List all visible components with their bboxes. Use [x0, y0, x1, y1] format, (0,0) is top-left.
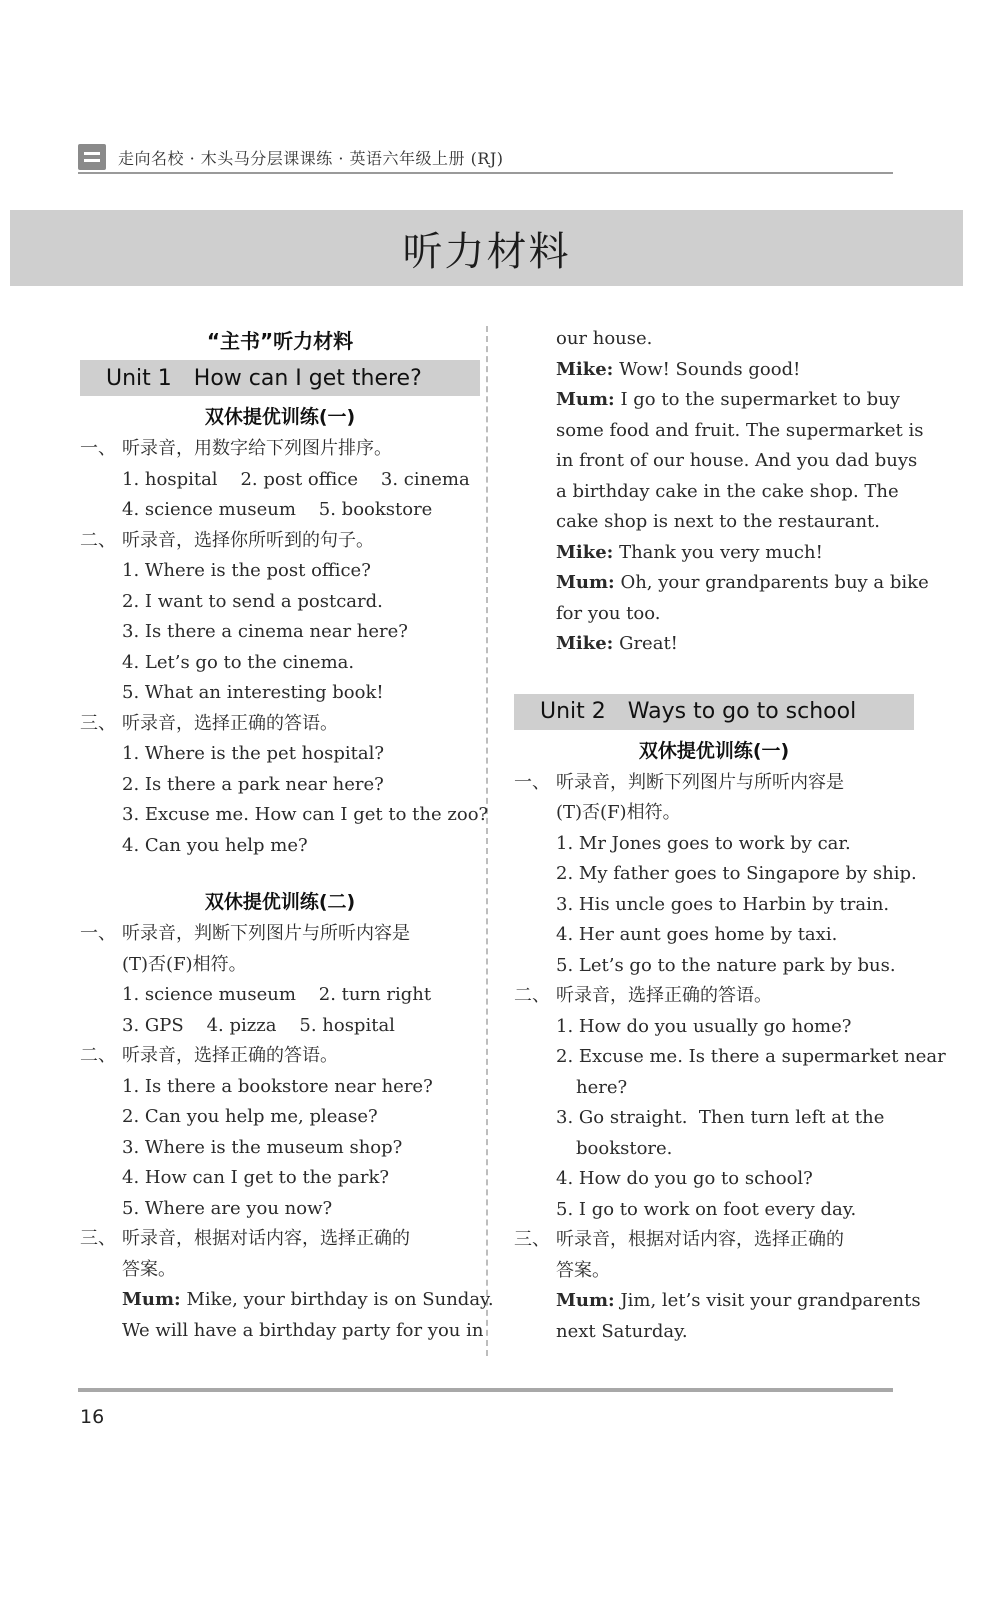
dialog-line: for you too. — [556, 602, 661, 624]
section-banner — [10, 210, 963, 286]
section-heading: 三、 听录音，根据对话内容，选择正确的 — [514, 1229, 844, 1250]
exercise-set-title: 双休提优训练(一) — [204, 406, 356, 428]
section-heading: 一、 听录音，判断下列图片与所听内容是 — [514, 771, 844, 793]
dialog-line: in front of our house. And you dad buys — [556, 450, 918, 471]
page-title: 听力材料 — [402, 228, 571, 275]
unit-title: Ways to go to school — [627, 699, 857, 724]
list-item: 3. Where is the museum shop? — [122, 1136, 403, 1158]
dialog-line: cake shop is next to the restaurant. — [556, 511, 880, 532]
list-item: 1. Where is the pet hospital? — [122, 743, 384, 764]
list-item: 3. Excuse me. How can I get to the zoo? — [122, 804, 489, 825]
list-item: 5. Where are you now? — [122, 1197, 333, 1219]
list-item: 4. Let’s go to the cinema. — [122, 651, 355, 673]
exercise-set-title: 双休提优训练(一) — [638, 739, 790, 762]
list-item: 1. Where is the post office? — [122, 560, 371, 581]
section-heading-continued: (T)否(F)相符。 — [556, 802, 681, 823]
speaker: Mum: — [556, 572, 615, 593]
list-item: 3. His uncle goes to Harbin by train. — [556, 893, 890, 915]
speaker: Mike: — [556, 358, 614, 380]
dialog-line: Mum: I go to the supermarket to buy — [556, 389, 900, 410]
dialog-line: Mum: Jim, let’s visit your grandparents — [556, 1290, 921, 1311]
speaker: Mum: — [122, 1289, 181, 1310]
footer-rule — [78, 1388, 893, 1392]
list-item: 4. Her aunt goes home by taxi. — [556, 924, 838, 945]
list-item: 2. I want to send a postcard. — [122, 590, 383, 612]
list-item: 5. What an interesting book! — [122, 682, 384, 703]
dialog-line: Mum: Oh, your grandparents buy a bike — [556, 572, 929, 593]
dialog-line: some food and fruit. The supermarket is — [556, 419, 924, 441]
list-item: 1. How do you usually go home? — [556, 1015, 852, 1037]
right-column — [514, 324, 946, 1347]
section-heading: 二、 听录音，选择正确的答语。 — [80, 1045, 338, 1066]
list-item: 2. Excuse me. Is there a supermarket near — [556, 1046, 946, 1067]
unit-2-bar — [514, 694, 914, 730]
speaker: Mike: — [556, 633, 614, 654]
list-item: 2. My father goes to Singapore by ship. — [556, 863, 917, 884]
header-rule — [78, 172, 893, 174]
section-heading: 三、 听录音，根据对话内容，选择正确的 — [80, 1228, 410, 1249]
book-icon — [78, 144, 106, 170]
section-heading-continued: 答案。 — [122, 1258, 176, 1280]
list-item: 2. Is there a park near here? — [122, 773, 384, 795]
speaker: Mum: — [556, 1290, 615, 1311]
list-item-continued: here? — [576, 1076, 628, 1098]
book-title: “主书”听力材料 — [206, 329, 354, 353]
section-heading: 一、 听录音，用数字给下列图片排序。 — [80, 438, 392, 459]
list-item-continued: bookstore. — [576, 1137, 673, 1159]
dialog-line: Mike: Thank you very much! — [556, 541, 823, 563]
dialog-line: a birthday cake in the cake shop. The — [556, 480, 899, 502]
running-header — [78, 140, 893, 174]
section-heading-continued: (T)否(F)相符。 — [122, 953, 247, 975]
section-heading: 二、 听录音，选择你所听到的句子。 — [80, 529, 374, 551]
list-item: 3. GPS 4. pizza 5. hospital — [122, 1014, 395, 1036]
dialog-line: Mum: Mike, your birthday is on Sunday. — [122, 1289, 494, 1310]
dialog-line: We will have a birthday party for you in — [122, 1319, 484, 1341]
dialog-line: Mike: Wow! Sounds good! — [556, 358, 801, 380]
list-item: 4. How do you go to school? — [556, 1168, 813, 1189]
dialog-line: our house. — [556, 328, 653, 349]
dialog-line: next Saturday. — [556, 1320, 688, 1342]
list-item: 1. science museum 2. turn right — [122, 984, 432, 1005]
unit-label: Unit 1 — [106, 365, 172, 391]
speaker: Mum: — [556, 389, 615, 410]
section-heading: 三、 听录音，选择正确的答语。 — [80, 712, 338, 734]
section-heading: 一、 听录音，判断下列图片与所听内容是 — [80, 923, 410, 944]
list-item: 1. Mr Jones goes to work by car. — [556, 832, 851, 854]
section-heading-continued: 答案。 — [556, 1259, 610, 1281]
dialog-line: Mike: Great! — [556, 633, 678, 654]
list-item: 4. Can you help me? — [122, 834, 308, 856]
section-heading: 二、 听录音，选择正确的答语。 — [514, 985, 772, 1006]
unit-label: Unit 2 — [540, 699, 606, 724]
header-title: 走向名校 · 木头马分层课课练 · 英语六年级上册 (RJ) — [118, 149, 504, 168]
list-item: 1. Is there a bookstore near here? — [122, 1075, 433, 1097]
unit-1-bar — [80, 360, 480, 396]
page-number: 16 — [80, 1406, 105, 1428]
left-column — [80, 324, 494, 1346]
exercise-set-title: 双休提优训练(二) — [204, 891, 356, 913]
list-item: 4. science museum 5. bookstore — [122, 499, 433, 520]
list-item: 2. Can you help me, please? — [122, 1106, 378, 1127]
list-item: 4. How can I get to the park? — [122, 1167, 390, 1188]
list-item: 5. Let’s go to the nature park by bus. — [556, 954, 896, 976]
list-item: 3. Is there a cinema near here? — [122, 621, 408, 642]
column-divider — [486, 326, 488, 1356]
list-item: 1. hospital 2. post office 3. cinema — [122, 468, 470, 490]
unit-title: How can I get there? — [193, 365, 422, 391]
speaker: Mike: — [556, 541, 614, 563]
list-item: 3. Go straight. Then turn left at the — [556, 1107, 885, 1128]
list-item: 5. I go to work on foot every day. — [556, 1198, 857, 1220]
